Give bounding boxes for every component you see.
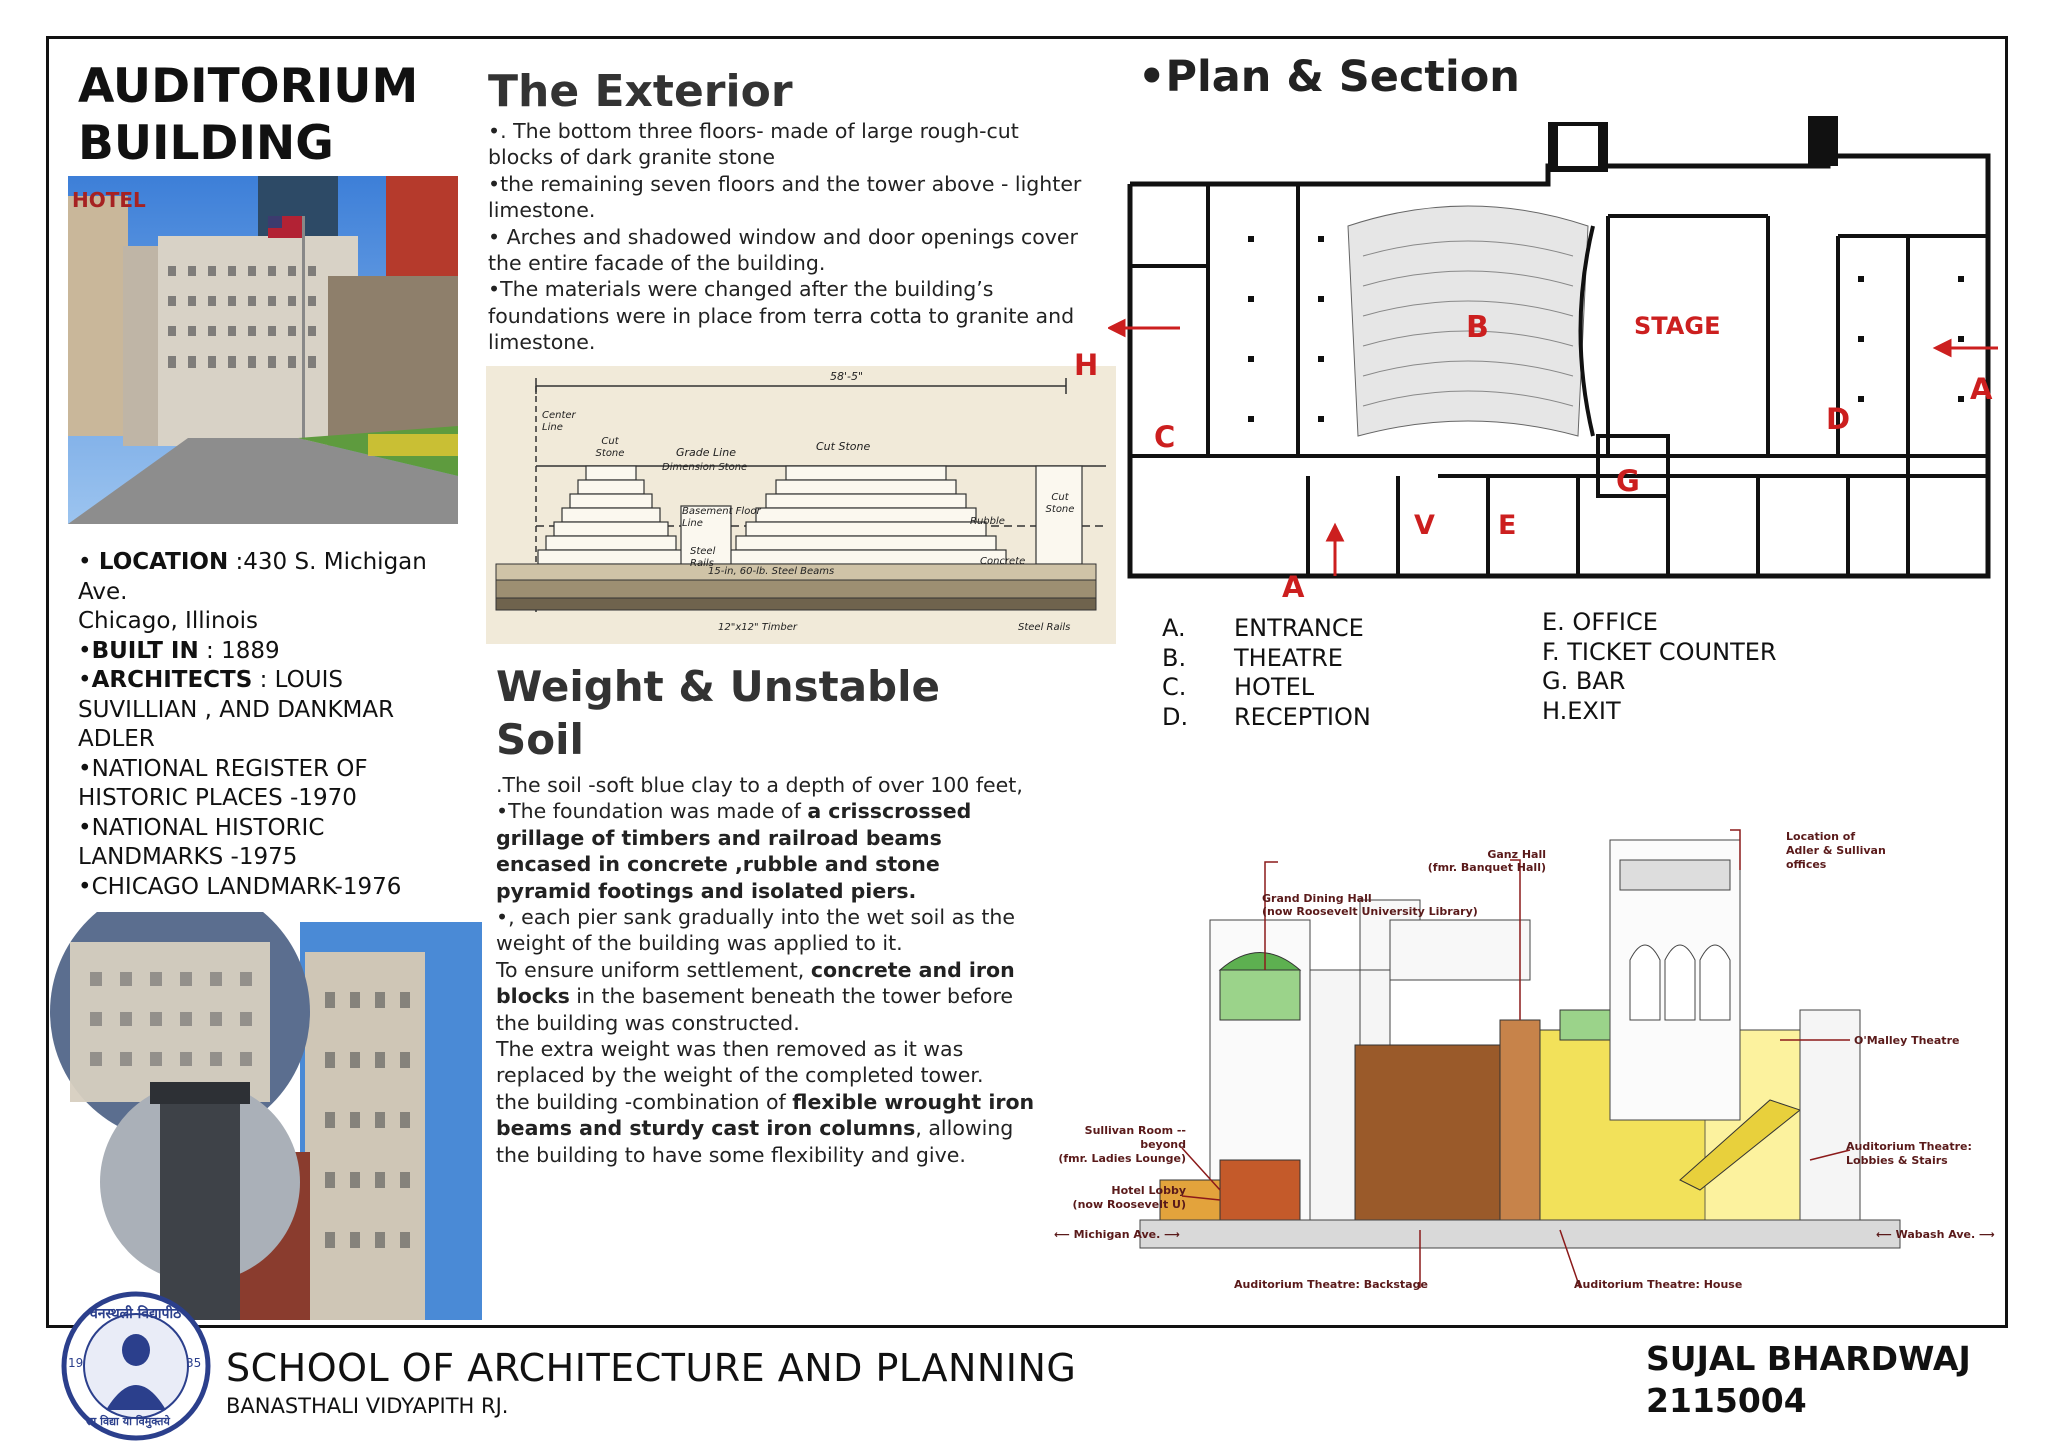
lobbies-line-1: Auditorium Theatre: <box>1846 1140 1972 1153</box>
soil-p2-bold: a crisscrossed grillage of timbers and railroad beams encased in concrete ,rubble and stone pyramid footings and isolated piers. <box>496 799 972 903</box>
plan-label-v: V <box>1414 510 1435 541</box>
logo-year-right: 35 <box>186 1356 202 1370</box>
ganz-hall-sub: (fmr. Banquet Hall) <box>1427 861 1546 874</box>
exterior-p1: •. The bottom three floors- made of large rough-cut blocks of dark granite stone <box>488 119 1019 170</box>
info-built: •BUILT IN : 1889 <box>78 637 280 664</box>
sullivan-room-text: Sullivan Room -- beyond <box>1084 1124 1186 1151</box>
building-info <box>78 548 458 902</box>
concrete-label: Concrete <box>980 556 1026 567</box>
label-hotel-lobby <box>1066 1184 1186 1212</box>
soil-p2-text: •The foundation was made of <box>496 799 808 824</box>
architects-label: ARCHITECTS <box>91 667 253 693</box>
soil-p6-text: the building -combination of <box>496 1089 793 1114</box>
soil-p2 <box>496 798 1036 904</box>
label-lobbies <box>1846 1140 1972 1168</box>
grand-dining-sub: (now Roosevelt University Library) <box>1262 905 1478 918</box>
legend-value: ENTRANCE <box>1234 614 1364 642</box>
building-street-photo <box>68 176 458 524</box>
university-logo <box>60 1290 212 1442</box>
exterior-p2: •the remaining seven floors and the tower above - lighter limestone. <box>488 171 1082 223</box>
legend-value: RECEPTION <box>1234 702 1371 731</box>
label-backstage: Auditorium Theatre: Backstage <box>1234 1278 1428 1291</box>
soil-p4-text: To ensure uniform settlement, <box>496 957 811 982</box>
plan-label-c: C <box>1154 420 1176 454</box>
plan-label-g: G <box>1616 464 1640 498</box>
basement-label: Basement Floor Line <box>682 506 761 529</box>
page-title <box>78 58 418 172</box>
info-register: •NATIONAL REGISTER OF HISTORIC PLACES -1970 <box>78 755 368 811</box>
foundation-drawing-illustration <box>486 366 1116 644</box>
exterior-text <box>488 118 1088 356</box>
soil-text <box>496 772 1036 1168</box>
cut-stone-label-1: Cut Stone <box>595 436 625 459</box>
built-value: : 1889 <box>198 637 280 664</box>
legend-key: C. <box>1162 673 1187 701</box>
location-city: Chicago, Illinois <box>78 608 259 634</box>
hotel-sign: HOTEL <box>72 188 146 212</box>
soil-p6-end: , allowing the building to have some flexibility and give. <box>496 1116 1014 1167</box>
label-wabash-ave: ⟵ Wabash Ave. ⟶ <box>1876 1228 1995 1241</box>
soil-p4 <box>496 957 1036 1036</box>
info-architects: •ARCHITECTS : LOUIS SUVILLIAN , AND DANKMAR ADLER <box>78 667 395 752</box>
grade-line-label: Grade Line <box>676 446 736 459</box>
title-line-1: AUDITORIUM <box>78 59 419 114</box>
offices-line-2: Adler & Sullivan <box>1786 844 1886 857</box>
plan-label-b: B <box>1466 310 1489 345</box>
info-chicago: •CHICAGO LANDMARK-1976 <box>78 873 402 900</box>
soil-heading: Weight & Unstable Soil <box>496 662 940 764</box>
author-block <box>1646 1338 1971 1422</box>
offices-line-1: Location of <box>1786 830 1856 843</box>
soil-p6 <box>496 1089 1036 1168</box>
location-label: LOCATION <box>98 549 229 575</box>
label-michigan-ave: ⟵ Michigan Ave. ⟶ <box>1054 1228 1180 1241</box>
legend-item <box>1162 614 1371 644</box>
dimension-stone-label: Dimension Stone <box>662 462 748 473</box>
plan-label-d: D <box>1826 402 1851 436</box>
soil-p3: •, each pier sank gradually into the wet soil as the weight of the building was applied to it. <box>496 905 1015 956</box>
legend-item: G. BAR <box>1542 667 1626 695</box>
soil-p1: .The soil -soft blue clay to a depth of over 100 feet, <box>496 773 1023 797</box>
offices-line-3: offices <box>1786 858 1827 871</box>
floor-plan-illustration <box>1108 96 2008 596</box>
legend-item <box>1162 673 1371 703</box>
plan-legend-right <box>1542 608 1777 726</box>
soil-p6-bold: flexible wrought iron beams and sturdy cast iron columns <box>496 1089 1035 1141</box>
school-name: SCHOOL OF ARCHITECTURE AND PLANNING <box>226 1346 1077 1390</box>
label-offices <box>1786 830 1886 872</box>
plan-label-a-right: A <box>1970 372 1993 406</box>
info-landmarks: •NATIONAL HISTORIC LANDMARKS -1975 <box>78 814 325 870</box>
legend-key: A. <box>1162 614 1186 642</box>
label-sullivan-room <box>1038 1124 1186 1166</box>
legend-value: THEATRE <box>1234 643 1343 672</box>
lobbies-line-2: Lobbies & Stairs <box>1846 1154 1948 1167</box>
university-name: BANASTHALI VIDYAPITH RJ. <box>226 1394 509 1418</box>
built-label: BUILT IN <box>91 637 199 664</box>
street-photo-illustration <box>68 176 458 524</box>
label-house: Auditorium Theatre: House <box>1574 1278 1743 1291</box>
legend-item: F. TICKET COUNTER <box>1542 637 1777 666</box>
sullivan-room-sub: (fmr. Ladies Lounge) <box>1058 1152 1186 1165</box>
author-id: 2115004 <box>1646 1381 1807 1420</box>
center-line-label: Center Line <box>542 410 576 433</box>
collage-illustration <box>50 912 482 1320</box>
ganz-hall-text: Ganz Hall <box>1487 848 1546 861</box>
legend-item: E. OFFICE <box>1542 608 1658 636</box>
plan-label-stage: STAGE <box>1634 312 1721 340</box>
label-omalley: O'Malley Theatre <box>1854 1034 1960 1047</box>
legend-item <box>1162 703 1371 733</box>
steel-rails-label-2: Steel Rails <box>1018 622 1071 633</box>
logo-bottom-text: सा विद्या या विमुक्तये <box>86 1415 170 1428</box>
steel-rails-label: Steel Rails <box>690 546 716 569</box>
foundation-width-label: 58'-5" <box>830 370 864 383</box>
plan-label-e: E <box>1498 510 1517 541</box>
logo-year-left: 19 <box>68 1356 84 1370</box>
cut-stone-label-2: Cut Stone <box>816 440 871 453</box>
title-line-2: BUILDING <box>78 116 334 171</box>
soil-p4-end: in the basement beneath the tower before the building was constructed. <box>496 984 1014 1035</box>
hotel-lobby-sub: (now Roosevelt U) <box>1072 1198 1186 1211</box>
plan-legend-left <box>1162 614 1371 732</box>
plan-heading: •Plan & Section <box>1138 52 1520 102</box>
legend-value: HOTEL <box>1234 673 1315 701</box>
steel-beams-label: 15-in, 60-lb. Steel Beams <box>708 566 835 577</box>
section-illustration <box>1040 800 2000 1300</box>
author-name: SUJAL BHARDWAJ <box>1646 1339 1971 1378</box>
legend-item: H.EXIT <box>1542 696 1621 725</box>
info-location: • LOCATION :430 S. Michigan Ave. <box>78 549 427 605</box>
architects-value: : LOUIS SUVILLIAN , AND DANKMAR ADLER <box>78 667 395 752</box>
soil-p5: The extra weight was then removed as it was replaced by the weight of the completed tower. <box>496 1037 984 1088</box>
grand-dining-text: Grand Dining Hall <box>1262 892 1372 905</box>
cut-stone-label-3: Cut Stone <box>1045 492 1075 515</box>
label-grand-dining <box>1262 892 1478 918</box>
floor-plan-drawing <box>1074 96 2008 604</box>
exterior-p4: •The materials were changed after the building’s foundations were in place from terra cotta to granite and limestone. <box>488 277 1075 355</box>
location-value: :430 S. Michigan Ave. <box>78 549 427 605</box>
logo-top-text: वनस्थली विद्यापीठ <box>90 1306 182 1322</box>
building-section-drawing <box>1040 800 2000 1300</box>
building-collage-photo <box>50 912 482 1320</box>
legend-key: D. <box>1162 702 1189 731</box>
hotel-lobby-text: Hotel Lobby <box>1111 1184 1186 1197</box>
foundation-section-drawing <box>486 366 1116 644</box>
plan-label-a-bottom: A <box>1282 570 1305 604</box>
legend-item <box>1162 644 1371 674</box>
soil-p4-bold: concrete and iron blocks <box>496 957 1015 1009</box>
rubble-label: Rubble <box>970 516 1005 527</box>
exterior-p3: • Arches and shadowed window and door openings cover the entire facade of the building. <box>488 224 1078 276</box>
timber-label: 12"x12" Timber <box>718 622 797 633</box>
legend-key: B. <box>1162 643 1187 672</box>
exterior-heading: The Exterior <box>488 66 793 117</box>
label-ganz-hall <box>1386 848 1546 874</box>
plan-label-h: H <box>1074 348 1099 382</box>
